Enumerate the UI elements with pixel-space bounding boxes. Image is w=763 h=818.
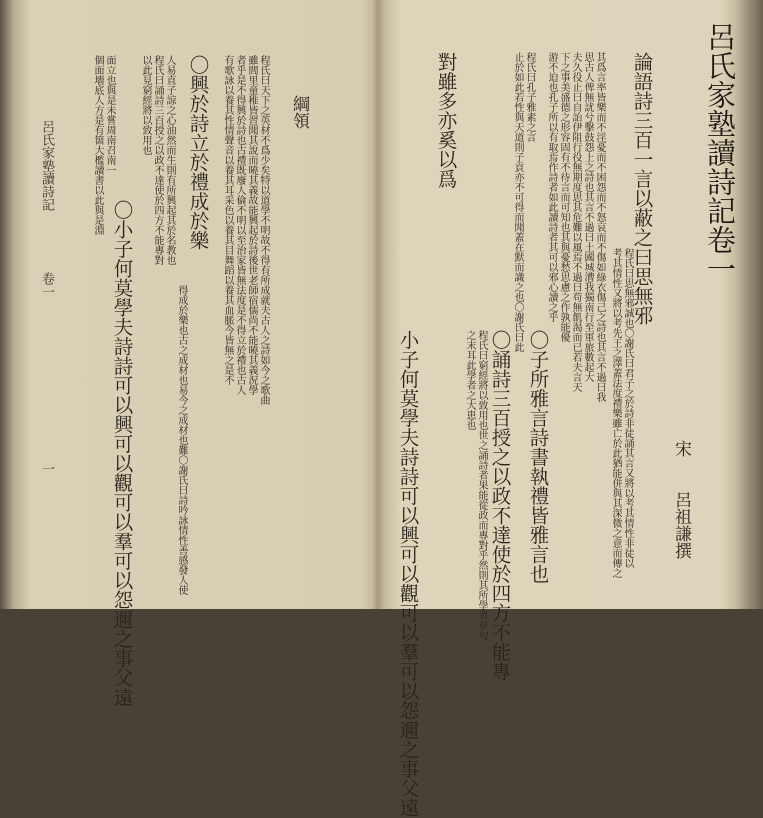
commentary-line: 程氏曰思無邪誠也〇謝氏曰君子之於詩非徒誦其言又將以考其情性非徒以 bbox=[622, 248, 633, 568]
commentary-line: 考其情性又將以考先王之澤蓋法度禮樂雖亡於此猶能併與其深微之意而傳之 bbox=[610, 248, 621, 578]
author-line: 宋 呂祖謙撰 bbox=[671, 440, 691, 559]
commentary-line: 人易直子諒之心油然而生則有所興起其於名教也 bbox=[164, 55, 175, 265]
text-line: 〇子所雅言詩書執禮皆雅言也 bbox=[526, 330, 550, 584]
commentary-line: 下之事美盛德之形容固有不待言而可知也其與憂愁思慮之作孰能優 bbox=[558, 52, 569, 342]
commentary-line: 程氏曰誦詩三百授之以政不達使於四方不能專對 bbox=[152, 55, 163, 265]
commentary-line: 之末耳此學者之大患也 bbox=[464, 330, 475, 430]
commentary-line: 有歌詠以養其性情聲音以養其耳采色以養其目舞蹈以養其血脈今皆無之是不 bbox=[222, 55, 233, 385]
commentary-line: 得成於樂也古之成材也易今之成材也難〇謝氏曰詩吟詠情性善感發人使 bbox=[176, 285, 187, 595]
commentary-line: 雖閭里童稚皆習聞其說而曉其義故能興起於詩後世老師宿儒尚不能曉其義況學 bbox=[246, 55, 257, 395]
commentary-line: 止於如此若性與天道則子貢亦不可得而聞蓋在默而識之也〇謝氏曰此 bbox=[512, 52, 523, 352]
left-page bbox=[0, 0, 374, 707]
text-line: 〇興於詩立於禮成於樂 bbox=[186, 55, 210, 250]
commentary-line: 程氏曰天下之英材不爲少矣特以道學不明故不得有所成就夫古人之詩如今之歌曲 bbox=[258, 55, 269, 405]
book-title: 呂氏家塾讀詩記卷一 bbox=[703, 22, 737, 283]
commentary-line: 面立也與是未嘗周南召南一 bbox=[104, 55, 115, 175]
commentary-line: 程氏曰窮經將以致用也世之誦詩者果能從政而專對乎然則其所學者章句 bbox=[476, 330, 487, 640]
running-head: 呂氏家塾讀詩記 bbox=[39, 120, 54, 211]
text-line: 小子何莫學夫詩詩可以興可以觀可以羣可以怨邇之事父遠 bbox=[396, 330, 420, 818]
commentary-line: 者乎是不得興於詩也古禮既廢人倫不明以至治家皆無法度是不得立於禮也古人 bbox=[234, 55, 245, 395]
commentary-line: 以此見窮經將以致用也 bbox=[140, 55, 151, 155]
text-line: 論語詩三百一言以蔽之曰思無邪 bbox=[630, 52, 654, 325]
text-line: 〇誦詩三百授之以政不達使於四方不能專 bbox=[488, 330, 512, 681]
commentary-line: 程氏曰孔子雅素之言 bbox=[524, 52, 535, 142]
commentary-line: 個面墻底人方是有箇大檻讀書以此與是淵 bbox=[92, 55, 103, 235]
commentary-line: 思古人俾無訧兮擊鼓怨上之詩也其言不過曰土國城漕我獨南行至軍旅數起大 bbox=[582, 52, 593, 382]
commentary-line: 游不迫也孔子所以有取焉作詩者如此讀詩者其可以邪心讀之乎 bbox=[546, 52, 557, 322]
commentary-line: 夫久役止曰自詒伊阻行役無期度思其危難以風焉不過曰苟無飢渴而已若夫言天 bbox=[570, 52, 581, 392]
chapter-marker: 卷一 bbox=[39, 272, 54, 298]
bleed-through bbox=[700, 90, 720, 104]
text-line: 〇小子何莫學夫詩詩可以興可以觀可以羣可以怨邇之事父遠 bbox=[110, 200, 134, 707]
section-heading: 綱領 bbox=[289, 95, 309, 129]
commentary-line: 其爲言率皆樂而不淫憂而不困怨而不怒哀而不傷如綠衣傷己之詩也其言不過曰我 bbox=[594, 52, 605, 402]
text-line: 對雖多亦奚以爲 bbox=[434, 52, 458, 189]
folio-number: 一 bbox=[39, 462, 54, 475]
